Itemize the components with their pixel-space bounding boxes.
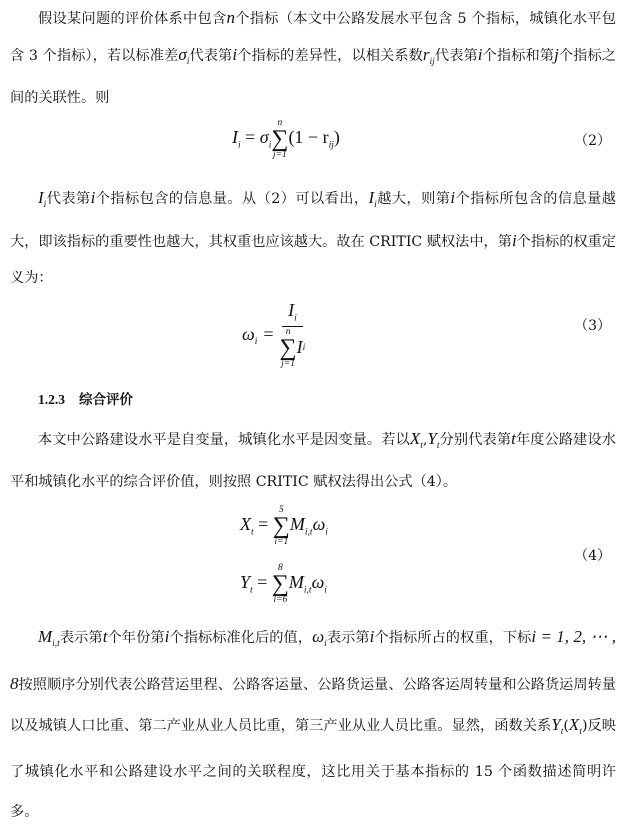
equation-2-number: （2） bbox=[574, 133, 611, 149]
equation-2: $I_i = \sigma_i$ n ∑ j=1 $(1 - r_{ij})$ bbox=[232, 118, 340, 160]
equation-4-x: $X_t$ = 5 ∑ i=1 $M_{i,t}\omega_i$ bbox=[240, 505, 328, 547]
paragraph-information: $I_i$代表第i个指标包含的信息量。从（2）可以看出，$I_i$越大，则第i个指标所包含的信息量越大，即该指标的重要性也越大，其权重也应该越大。故在 CRITIC 赋权法中，第i个指标的权重定义为： bbox=[10, 188, 616, 286]
section-heading: 1.2.3 综合评价 bbox=[38, 392, 133, 408]
summation-symbol: n ∑ j=1 bbox=[271, 118, 289, 160]
summation-symbol: 5 ∑ i=1 bbox=[272, 505, 290, 547]
equation-3-number: （3） bbox=[574, 318, 611, 334]
fraction-numerator: $I_i$ bbox=[282, 300, 303, 327]
equation-4-y: $Y_t$ = 8 ∑ i=6 $M_{i,t}\omega_i$ bbox=[240, 563, 327, 605]
summation-symbol: 8 ∑ i=6 bbox=[271, 563, 289, 605]
fraction bbox=[280, 300, 306, 369]
paragraph-variables: 本文中公路建设水平是自变量，城镇化水平是因变量。若以$X_t,Y_t$分别代表第t年度公路建设水平和城镇化水平的综合评价值，则按照 CRITIC 赋权法得出公式（4）。 bbox=[10, 429, 616, 490]
summation-symbol: n ∑ j=1 bbox=[279, 326, 297, 369]
equation-4-number: （4） bbox=[574, 548, 611, 564]
paragraph-intro: 假设某问题的评价体系中包含n个指标（本文中公路发展水平包含 5 个指标，城镇化水平包含 3 个指标），若以标准差$\sigma_i$代表第i个指标的差异性，以相关系数$r_{ij}$代表第i个指标和第j个指标之间的关联性。则 bbox=[10, 8, 616, 106]
equation-3: ω $_i$ = $I_i$ n ∑ j=1 I i bbox=[242, 300, 306, 369]
paragraph-explanation: $M_{i,t}$表示第t个年份第i个指标标准化后的值，$\omega_i$表示第i个指标所占的权重，下标i = 1, 2, ⋯ , 8按照顺序分别代表公路营运里程、公路客运量、公路货运量、公路客运周转量和公路货运周转量以及城镇人口比重、第二产业从业人员比重，第三产业从业人员比重。显然，函数关系$Y_t(X_t)$反映了城镇化水平和公路建设水平之间的关联程度，这比用关于基本指标的 15 个函数描述简明许多。 bbox=[10, 627, 616, 820]
fraction-denominator: n ∑ j=1 I i bbox=[279, 326, 306, 369]
